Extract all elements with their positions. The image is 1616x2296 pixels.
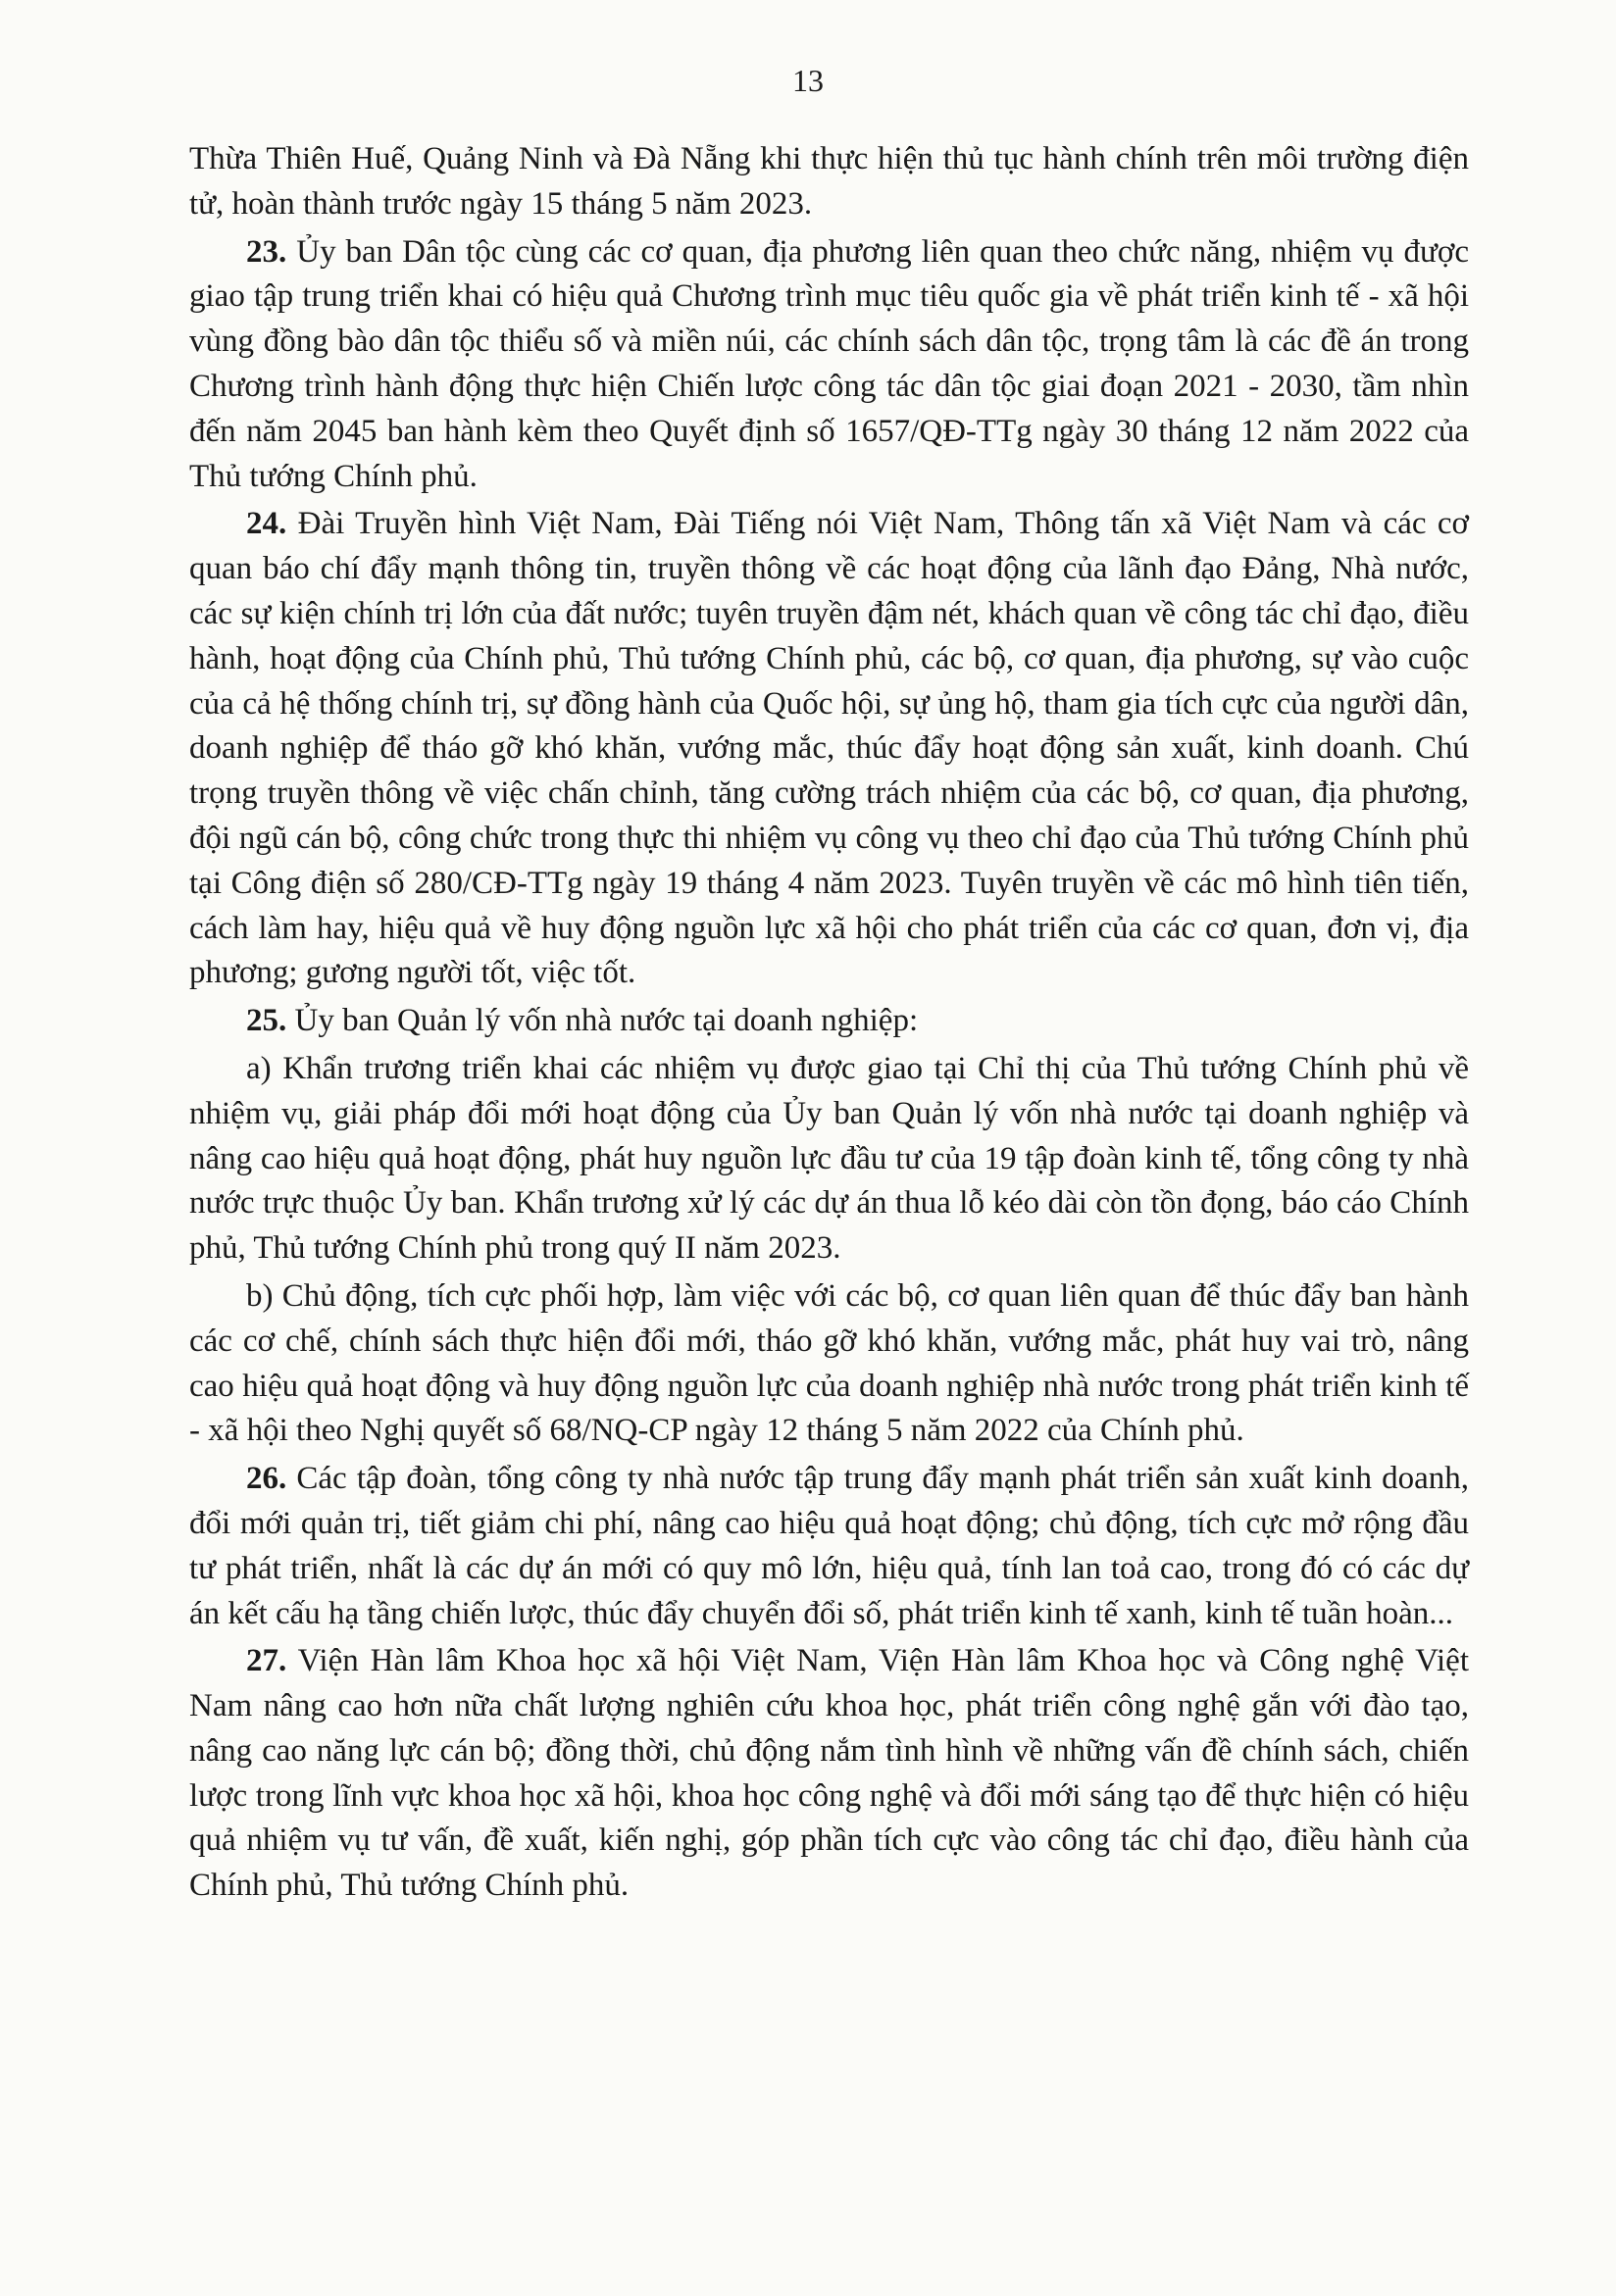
paragraph-text: b) Chủ động, tích cực phối hợp, làm việc với các bộ, cơ quan liên quan để thúc đẩy ban hành các cơ chế, chính sách thực hiện đổi mới, tháo gỡ khó khăn, vướng mắc, phát huy vai trò, nâng cao hiệu quả hoạt động và huy động nguồn lực của doanh nghiệp nhà nước trong phát triển kinh tế - xã hội theo Nghị quyết số 68/NQ-CP ngày 12 tháng 5 năm 2022 của Chính phủ.: [189, 1277, 1469, 1449]
paragraph-25: [189, 999, 1469, 1044]
item-number: 24.: [246, 506, 287, 542]
paragraph-text: Viện Hàn lâm Khoa học xã hội Việt Nam, Viện Hàn lâm Khoa học và Công nghệ Việt Nam nâng cao hơn nữa chất lượng nghiên cứu khoa học, phát triển công nghệ gắn với đào tạo, nâng cao năng lực cán bộ; đồng thời, chủ động nắm tình hình về những vấn đề chính sách, chiến lược trong lĩnh vực khoa học xã hội, khoa học công nghệ và đổi mới sáng tạo để thực hiện có hiệu quả nhiệm vụ tư vấn, đề xuất, kiến nghị, góp phần tích cực vào công tác chỉ đạo, điều hành của Chính phủ, Thủ tướng Chính phủ.: [189, 1643, 1469, 1904]
paragraph-25a: [189, 1047, 1469, 1272]
paragraph-23: [189, 230, 1469, 500]
page-number: 13: [792, 63, 824, 98]
document-body: [189, 137, 1469, 1912]
paragraph-text: Các tập đoàn, tổng công ty nhà nước tập trung đẩy mạnh phát triển sản xuất kinh doanh, đổi mới quản trị, tiết giảm chi phí, nâng cao hiệu quả hoạt động; chủ động, tích cực mở rộng đầu tư phát triển, nhất là các dự án mới có quy mô lớn, hiệu quả, tính lan toả cao, trong đó có các dự án kết cấu hạ tầng chiến lược, thúc đẩy chuyển đổi số, phát triển kinh tế xanh, kinh tế tuần hoàn...: [189, 1461, 1469, 1631]
item-number: 25.: [246, 1003, 287, 1039]
paragraph-26: [189, 1457, 1469, 1636]
paragraph-text: Đài Truyền hình Việt Nam, Đài Tiếng nói Việt Nam, Thông tấn xã Việt Nam và các cơ quan báo chí đẩy mạnh thông tin, truyền thông về các hoạt động của lãnh đạo Đảng, Nhà nước, các sự kiện chính trị lớn của đất nước; tuyên truyền đậm nét, khách quan về công tác chỉ đạo, điều hành, hoạt động của Chính phủ, Thủ tướng Chính phủ, các bộ, cơ quan, địa phương, sự vào cuộc của cả hệ thống chính trị, sự đồng hành của Quốc hội, sự ủng hộ, tham gia tích cực của người dân, doanh nghiệp để tháo gỡ khó khăn, vướng mắc, thúc đẩy hoạt động sản xuất, kinh doanh. Chú trọng truyền thông về việc chấn chỉnh, tăng cường trách nhiệm của các bộ, cơ quan, địa phương, đội ngũ cán bộ, công chức trong thực thi nhiệm vụ công vụ theo chỉ đạo của Thủ tướng Chính phủ tại Công điện số 280/CĐ-TTg ngày 19 tháng 4 năm 2023. Tuyên truyền về các mô hình tiên tiến, cách làm hay, hiệu quả về huy động nguồn lực xã hội cho phát triển của các cơ quan, đơn vị, địa phương; gương người tốt, việc tốt.: [189, 506, 1469, 991]
paragraph-25b: [189, 1274, 1469, 1454]
item-number: 27.: [246, 1643, 287, 1679]
paragraph-text: a) Khẩn trương triển khai các nhiệm vụ được giao tại Chỉ thị của Thủ tướng Chính phủ về nhiệm vụ, giải pháp đổi mới hoạt động của Ủy ban Quản lý vốn nhà nước tại doanh nghiệp và nâng cao hiệu quả hoạt động, phát huy nguồn lực đầu tư của 19 tập đoàn kinh tế, tổng công ty nhà nước trực thuộc Ủy ban. Khẩn trương xử lý các dự án thua lỗ kéo dài còn tồn đọng, báo cáo Chính phủ, Thủ tướng Chính phủ trong quý II năm 2023.: [189, 1050, 1469, 1267]
paragraph-text: Thừa Thiên Huế, Quảng Ninh và Đà Nẵng khi thực hiện thủ tục hành chính trên môi trường điện tử, hoàn thành trước ngày 15 tháng 5 năm 2023.: [189, 141, 1469, 222]
item-number: 23.: [246, 233, 287, 270]
paragraph-24: [189, 502, 1469, 996]
paragraph-27: [189, 1639, 1469, 1909]
paragraph-text: Ủy ban Quản lý vốn nhà nước tại doanh nghiệp:: [286, 1003, 919, 1039]
paragraph-continuation: [189, 137, 1469, 227]
item-number: 26.: [246, 1461, 287, 1497]
paragraph-text: Ủy ban Dân tộc cùng các cơ quan, địa phương liên quan theo chức năng, nhiệm vụ được giao tập trung triển khai có hiệu quả Chương trình mục tiêu quốc gia về phát triển kinh tế - xã hội vùng đồng bào dân tộc thiểu số và miền núi, các chính sách dân tộc, trọng tâm là các đề án trong Chương trình hành động thực hiện Chiến lược công tác dân tộc giai đoạn 2021 - 2030, tầm nhìn đến năm 2045 ban hành kèm theo Quyết định số 1657/QĐ-TTg ngày 30 tháng 12 năm 2022 của Thủ tướng Chính phủ.: [189, 233, 1469, 494]
